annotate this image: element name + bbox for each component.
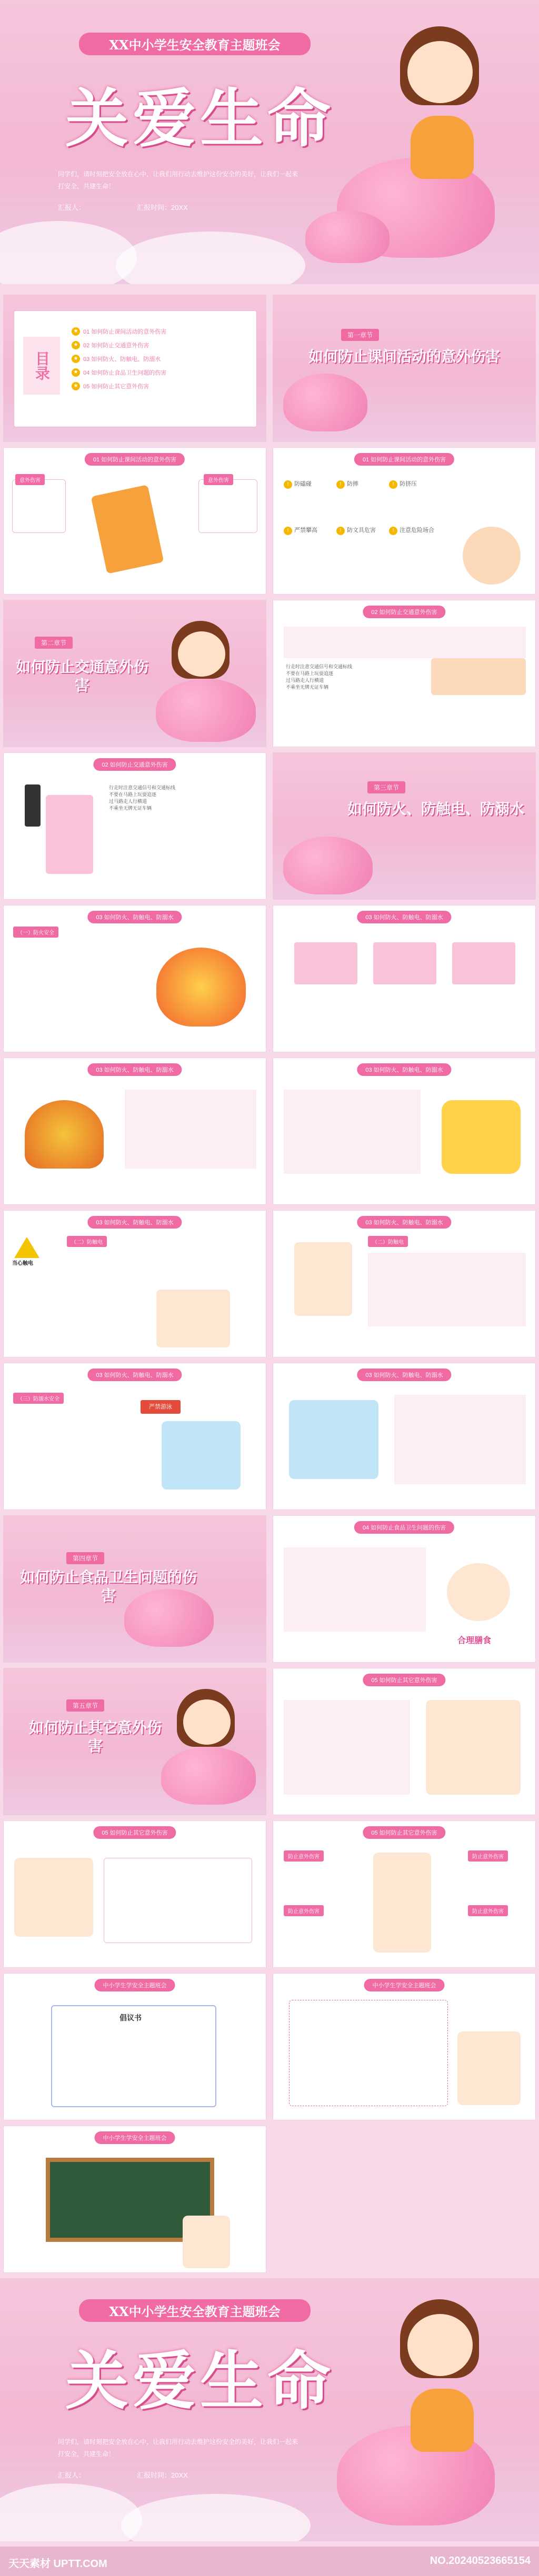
traffic-slide bbox=[273, 600, 536, 747]
end-slide bbox=[0, 2278, 539, 2541]
kids-illustration bbox=[431, 658, 526, 695]
girl-illustration bbox=[411, 116, 474, 179]
electric-slide bbox=[3, 1210, 266, 1357]
fire-illustration bbox=[156, 948, 246, 1027]
food-tips bbox=[284, 1547, 426, 1632]
chapter3-slide bbox=[273, 752, 536, 900]
toc-slide bbox=[3, 295, 266, 442]
section-chip: （三）防溺水安全 bbox=[13, 1393, 64, 1404]
card-label: 意外伤害 bbox=[15, 474, 45, 485]
kids-illustration bbox=[426, 1700, 521, 1795]
water-tips bbox=[394, 1395, 526, 1484]
fire-slide-4 bbox=[273, 1058, 536, 1205]
fire-slide-2 bbox=[273, 905, 536, 1052]
girl-illustration bbox=[411, 2389, 474, 2452]
tip-card bbox=[373, 942, 436, 984]
other-slide-2 bbox=[3, 1820, 266, 1968]
warning-icon bbox=[14, 1237, 39, 1258]
kids-illustration bbox=[162, 1421, 241, 1490]
slide-header: 中小学生学安全主题班会 bbox=[95, 2131, 175, 2144]
slide-header: 05 如何防止其它意外伤害 bbox=[363, 1826, 445, 1839]
book-illustration bbox=[91, 485, 164, 574]
toc-item[interactable]: ★ 04 如何防止食品卫生问题的伤害 bbox=[72, 368, 166, 377]
food-slide bbox=[273, 1515, 536, 1663]
tag-chip: 防止意外伤害 bbox=[284, 1850, 324, 1861]
cloud-decor bbox=[0, 221, 137, 284]
end-top-title: XX中小学生安全教育主题班会 bbox=[79, 2299, 311, 2322]
food-sign: 合理膳食 bbox=[457, 1635, 492, 1645]
slide-header: 03 如何防火、防触电、防溺水 bbox=[87, 911, 182, 923]
girl-face bbox=[182, 1698, 232, 1746]
star-icon: ★ bbox=[72, 327, 80, 336]
pledge-slide-2 bbox=[273, 1973, 536, 2120]
fire-tips bbox=[284, 1090, 421, 1174]
kid-illustration bbox=[156, 1290, 230, 1347]
other-slide-3 bbox=[273, 1820, 536, 1968]
toc-title: 目录 bbox=[23, 337, 60, 395]
alert-icon: ! bbox=[284, 480, 292, 489]
warning-sign-text: 当心触电 bbox=[12, 1261, 33, 1266]
teacher-illustration bbox=[183, 2216, 230, 2268]
section-chip: （二）防触电 bbox=[368, 1236, 408, 1247]
pledge-slide bbox=[3, 1973, 266, 2120]
kids-illustration bbox=[373, 1853, 431, 1953]
traffic-slide-2 bbox=[3, 752, 266, 900]
other-slide bbox=[273, 1668, 536, 1815]
tag-chip: 防止意外伤害 bbox=[468, 1905, 508, 1916]
girl-face bbox=[406, 2313, 474, 2377]
other-tips bbox=[284, 1700, 410, 1795]
toc-item[interactable]: ★ 01 如何防止课间活动的意外伤害 bbox=[72, 327, 166, 336]
girl-face bbox=[177, 630, 226, 678]
slide-header: 中小学生学安全主题班会 bbox=[95, 1979, 175, 1991]
info-card bbox=[104, 1858, 252, 1943]
fire-slide-3 bbox=[3, 1058, 266, 1205]
kids-illustration bbox=[46, 795, 93, 874]
traffic-rules: 行走时注意交通信号和交通标线 不要在马路上玩耍追逐 过马路走人行横道 不乘坐无牌无证车辆 bbox=[286, 664, 353, 690]
rule-item: ! 防摔 bbox=[336, 479, 389, 489]
chapter-title: 如何防止其它意外伤害 bbox=[28, 1719, 162, 1755]
water-slide bbox=[3, 1363, 266, 1510]
girl-illustration bbox=[457, 2031, 521, 2105]
sport-items-slide bbox=[273, 447, 536, 595]
chapter-label: 第二章节 bbox=[35, 637, 73, 649]
star-icon: ★ bbox=[72, 341, 80, 349]
slide-header: 02 如何防止交通意外伤害 bbox=[93, 758, 176, 771]
rule-item: ! 防磕碰 bbox=[284, 479, 336, 489]
cloud-decor bbox=[0, 2483, 142, 2541]
cover-time: 汇报时间：20XX bbox=[137, 204, 188, 212]
tag-chip: 防止意外伤害 bbox=[284, 1905, 324, 1916]
end-main-title: 关爱生命 bbox=[65, 2344, 335, 2418]
slide-header: 01 如何防止课间活动的意外伤害 bbox=[354, 453, 454, 466]
chapter1-slide bbox=[273, 295, 536, 442]
section-chip: （一）防火安全 bbox=[13, 927, 58, 938]
river-illustration bbox=[289, 1400, 378, 1479]
chapter2-slide bbox=[3, 600, 266, 747]
cover-main-title: 关爱生命 bbox=[65, 82, 335, 156]
girl-face bbox=[406, 40, 474, 104]
cover-top-title: XX中小学生安全教育主题班会 bbox=[79, 33, 311, 55]
rule-item: ! 注意危险场合 bbox=[389, 526, 442, 535]
rule-item: ! 严禁攀高 bbox=[284, 526, 336, 535]
rule-grid bbox=[284, 479, 442, 535]
toc-list bbox=[72, 327, 166, 390]
slide-header: 03 如何防火、防触电、防溺水 bbox=[87, 1368, 182, 1381]
alert-icon: ! bbox=[284, 527, 292, 535]
fire-slide bbox=[3, 905, 266, 1052]
board-slide bbox=[3, 2126, 266, 2273]
kids-illustration bbox=[463, 527, 521, 585]
chapter-title: 如何防止课间活动的意外伤害 bbox=[308, 348, 500, 365]
chapter-label: 第一章节 bbox=[341, 329, 379, 341]
mushroom-illustration bbox=[156, 679, 256, 742]
slide-header: 中小学生学安全主题班会 bbox=[364, 1979, 445, 1991]
info-card bbox=[12, 479, 66, 533]
chapter-title: 如何防火、防触电、防溺水 bbox=[347, 800, 524, 818]
star-icon: ★ bbox=[72, 382, 80, 390]
rule-item: ! 防文具危害 bbox=[336, 526, 389, 535]
chapter5-slide bbox=[3, 1668, 266, 1815]
tag-chip: 防止意外伤害 bbox=[468, 1850, 508, 1861]
info-card bbox=[198, 479, 257, 533]
chapter-label: 第五章节 bbox=[66, 1699, 104, 1712]
slide-header: 01 如何防止课间活动的意外伤害 bbox=[85, 453, 185, 466]
warning-sign: 严禁游泳 bbox=[141, 1400, 181, 1414]
mushroom-illustration bbox=[283, 374, 367, 431]
water-slide-2 bbox=[273, 1363, 536, 1510]
alert-icon: ! bbox=[336, 527, 345, 535]
slide-header: 03 如何防火、防触电、防溺水 bbox=[357, 1216, 451, 1229]
traffic-light-icon bbox=[25, 784, 41, 827]
mushroom-illustration bbox=[161, 1747, 256, 1805]
toc-item[interactable]: ★ 05 如何防止其它意外伤害 bbox=[72, 382, 166, 390]
card-label: 意外伤害 bbox=[204, 474, 233, 485]
chapter4-slide bbox=[3, 1515, 266, 1663]
footer-id: NO.20240523665154 bbox=[430, 2555, 531, 2567]
fire-tips bbox=[125, 1090, 256, 1169]
cloud-decor bbox=[121, 2494, 311, 2541]
cover-description: 同学们，请时刻把安全放在心中，让我们用行动去维护这份安全的美好，让我们一起来打安全，共建生命！ bbox=[58, 170, 298, 190]
slide-header: 03 如何防火、防触电、防溺水 bbox=[357, 1063, 451, 1076]
mushroom-illustration bbox=[283, 837, 373, 894]
alert-icon: ! bbox=[389, 527, 397, 535]
footer-bar bbox=[0, 2547, 539, 2576]
electric-slide-2 bbox=[273, 1210, 536, 1357]
kid-illustration bbox=[294, 1242, 352, 1316]
slide-header: 03 如何防火、防触电、防溺水 bbox=[87, 1216, 182, 1229]
tip-card bbox=[452, 942, 515, 984]
chapter-title: 如何防止食品卫生问题的伤害 bbox=[19, 1568, 197, 1604]
toc-item[interactable]: ★ 02 如何防止交通意外伤害 bbox=[72, 341, 166, 349]
cover-reporter: 汇报人： bbox=[58, 204, 86, 212]
mushroom-illustration bbox=[305, 210, 390, 263]
pledge-title: 倡议书 bbox=[119, 2014, 142, 2022]
chapter-title: 如何防止交通意外伤害 bbox=[15, 658, 148, 694]
chapter-label: 第三章节 bbox=[367, 781, 405, 793]
slide-header: 02 如何防止交通意外伤害 bbox=[363, 606, 445, 618]
chapter-label: 第四章节 bbox=[66, 1552, 104, 1564]
girl-eating-illustration bbox=[447, 1563, 510, 1621]
end-time: 汇报时间：20XX bbox=[137, 2471, 188, 2479]
firefighter-illustration bbox=[442, 1100, 521, 1174]
tip-card bbox=[294, 942, 357, 984]
forest-fire-illustration bbox=[25, 1100, 104, 1169]
rule-item: ! 防挤压 bbox=[389, 479, 442, 489]
intro-text bbox=[284, 627, 526, 658]
slide-header: 03 如何防火、防触电、防溺水 bbox=[357, 911, 451, 923]
slide-header: 05 如何防止其它意外伤害 bbox=[93, 1826, 176, 1839]
alert-icon: ! bbox=[336, 480, 345, 489]
toc-item[interactable]: ★ 03 如何防火、防触电、防溺水 bbox=[72, 355, 166, 363]
traffic-rules: 行走时注意交通信号和交通标线 不要在马路上玩耍追逐 过马路走人行横道 不乘坐无牌无证车辆 bbox=[109, 785, 176, 811]
cloud-decor bbox=[116, 232, 305, 284]
kids-illustration bbox=[14, 1858, 93, 1937]
end-description: 同学们，请时刻把安全放在心中，让我们用行动去维护这份安全的美好，让我们一起来打安全，共建生命！ bbox=[58, 2438, 298, 2458]
star-icon: ★ bbox=[72, 368, 80, 377]
notebook-card bbox=[289, 2000, 448, 2106]
electric-tips bbox=[368, 1253, 526, 1326]
footer-brand: 天天素材 UPTT.COM bbox=[8, 2558, 107, 2570]
slide-header: 04 如何防止食品卫生问题的伤害 bbox=[354, 1521, 454, 1534]
slide-header: 03 如何防火、防触电、防溺水 bbox=[87, 1063, 182, 1076]
alert-icon: ! bbox=[389, 480, 397, 489]
end-reporter: 汇报人： bbox=[58, 2471, 86, 2479]
cover-slide bbox=[0, 0, 539, 284]
slide-header: 05 如何防止其它意外伤害 bbox=[363, 1674, 445, 1686]
section-chip: （二）防触电 bbox=[67, 1236, 107, 1247]
slide-header: 03 如何防火、防触电、防溺水 bbox=[357, 1368, 451, 1381]
star-icon: ★ bbox=[72, 355, 80, 363]
sport-slide bbox=[3, 447, 266, 595]
